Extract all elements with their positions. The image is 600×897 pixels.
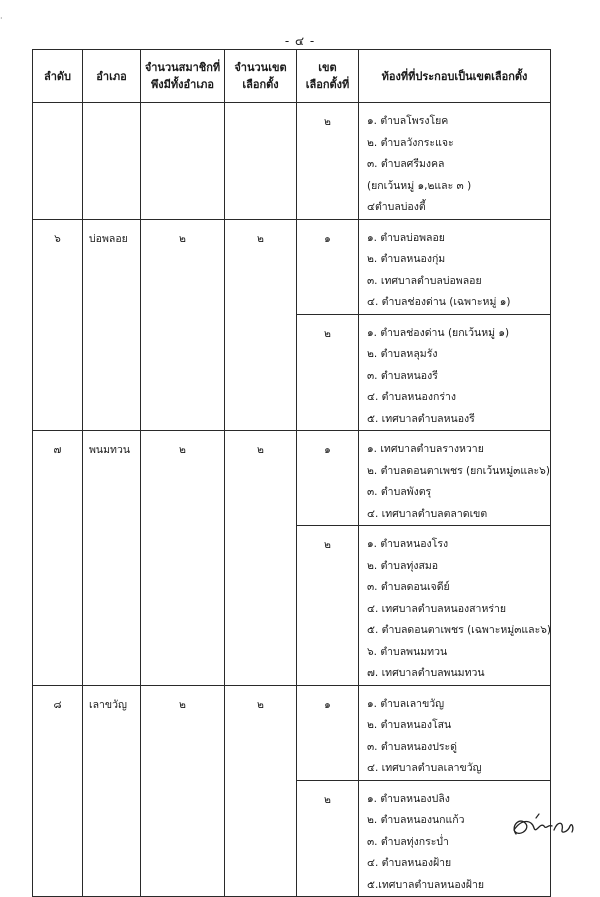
table-row	[33, 219, 551, 314]
place-item: ๒. ตำบลวังกระแจะ	[367, 136, 454, 149]
page-number: - ๔ -	[284, 34, 316, 48]
place-item: ๓. ตำบลดอนเจดีย์	[367, 581, 450, 593]
header-district: อำเภอ	[83, 50, 141, 103]
margin-mark: ·	[0, 14, 3, 23]
members-cell: ๒	[141, 685, 225, 897]
election-zones-table	[32, 49, 551, 897]
header-order: ลำดับ	[33, 50, 83, 103]
zone-no-cell: ๑	[297, 219, 359, 314]
place-item: ๒. ตำบลหนองนกแก้ว	[367, 814, 465, 826]
table-row	[33, 431, 551, 526]
zone-no-cell: ๑	[297, 685, 359, 780]
place-item: ๑. ตำบลหนองปลิง	[367, 792, 450, 805]
table-row	[33, 685, 551, 780]
zones-cell: ๒	[225, 219, 297, 431]
district-cell: พนมทวน	[83, 431, 141, 686]
members-cell: ๒	[141, 219, 225, 431]
places-cell	[359, 219, 551, 314]
district-cell: เลาขวัญ	[83, 685, 141, 897]
place-item: ๒. ตำบลหลุมรัง	[367, 348, 438, 360]
place-item: ๑. ตำบลโพรงโยค	[367, 115, 449, 127]
order-cell: ๖	[33, 219, 83, 431]
place-item: ๓. ตำบลทุ่งกระบ่ำ	[367, 835, 449, 848]
place-item: ๒. ตำบลหนองโสน	[367, 719, 452, 731]
place-item: ๔. ตำบลหนองกร่าง	[367, 391, 456, 403]
place-item: ๗. เทศบาลตำบลพนมทวน	[367, 667, 485, 679]
places-cell	[359, 314, 551, 431]
place-item: ๒. ตำบลทุ่งสมอ	[367, 559, 439, 572]
place-item: ๔ตำบลบ่องตี้	[367, 201, 426, 213]
zones-cell	[225, 103, 297, 220]
place-item: ๕. เทศบาลตำบลหนองรี	[367, 412, 475, 425]
table-header-row	[33, 50, 551, 103]
places-cell	[359, 431, 551, 526]
zone-no-cell: ๒	[297, 314, 359, 431]
zones-cell: ๒	[225, 431, 297, 686]
order-cell	[33, 103, 83, 220]
header-zones: จำนวนเขต เลือกตั้ง	[225, 50, 297, 103]
zone-no-cell: ๒	[297, 103, 359, 220]
place-item: ๓. ตำบลหนองประดู่	[367, 740, 457, 753]
zone-no-cell: ๒	[297, 526, 359, 686]
place-item: ๔. เทศบาลตำบลตลาดเขต	[367, 507, 488, 520]
place-item: ๑. ตำบลช่องด่าน (ยกเว้นหมู่ ๑)	[367, 326, 510, 339]
place-item: ๓. ตำบลหนองรี	[367, 369, 438, 382]
members-cell	[141, 103, 225, 220]
zones-cell: ๒	[225, 685, 297, 897]
members-cell: ๒	[141, 431, 225, 686]
place-item: ๕.เทศบาลตำบลหนองฝ้าย	[367, 878, 485, 891]
zone-no-cell: ๒	[297, 780, 359, 897]
district-cell	[83, 103, 141, 220]
place-item: ๒. ตำบลดอนตาเพชร (ยกเว้นหมู่๓และ๖)	[367, 464, 550, 477]
place-item: ๓. ตำบลศรีมงคล	[367, 158, 445, 170]
place-item: ๑. เทศบาลตำบลรางหวาย	[367, 443, 484, 455]
places-cell	[359, 103, 551, 220]
place-item: ๑. ตำบลเลาขวัญ	[367, 697, 445, 710]
place-item: ๔. ตำบลช่องด่าน (เฉพาะหมู่ ๑)	[367, 296, 511, 308]
signature-image	[506, 808, 576, 842]
zone-no-cell: ๑	[297, 431, 359, 526]
place-item: (ยกเว้นหมู่ ๑,๒และ ๓ )	[367, 179, 472, 192]
header-zone-no: เขต เลือกตั้งที่	[297, 50, 359, 103]
header-members: จำนวนสมาชิกที่ พึงมีทั้งอำเภอ	[141, 50, 225, 103]
place-item: ๔. เทศบาลตำบลเลาขวัญ	[367, 762, 482, 774]
order-cell: ๘	[33, 685, 83, 897]
place-item: ๔. เทศบาลตำบลหนองสาหร่าย	[367, 602, 507, 615]
table-row	[33, 103, 551, 220]
place-item: ๑. ตำบลหนองโรง	[367, 538, 449, 550]
order-cell: ๗	[33, 431, 83, 686]
place-item: ๓. ตำบลพังตรุ	[367, 486, 432, 498]
place-item: ๔. ตำบลหนองฝ้าย	[367, 857, 452, 869]
places-cell	[359, 685, 551, 780]
places-cell	[359, 526, 551, 686]
header-area: ท้องที่ที่ประกอบเป็นเขตเลือกตั้ง	[359, 50, 551, 103]
place-item: ๒. ตำบลหนองกุ่ม	[367, 253, 446, 265]
place-item: ๕. ตำบลดอนตาเพชร (เฉพาะหมู่๓และ๖)	[367, 624, 551, 636]
place-item: ๓. เทศบาลตำบลบ่อพลอย	[367, 274, 482, 287]
place-item: ๖. ตำบลพนมทวน	[367, 645, 448, 658]
district-cell: บ่อพลอย	[83, 219, 141, 431]
place-item: ๑. ตำบลบ่อพลอย	[367, 231, 445, 244]
